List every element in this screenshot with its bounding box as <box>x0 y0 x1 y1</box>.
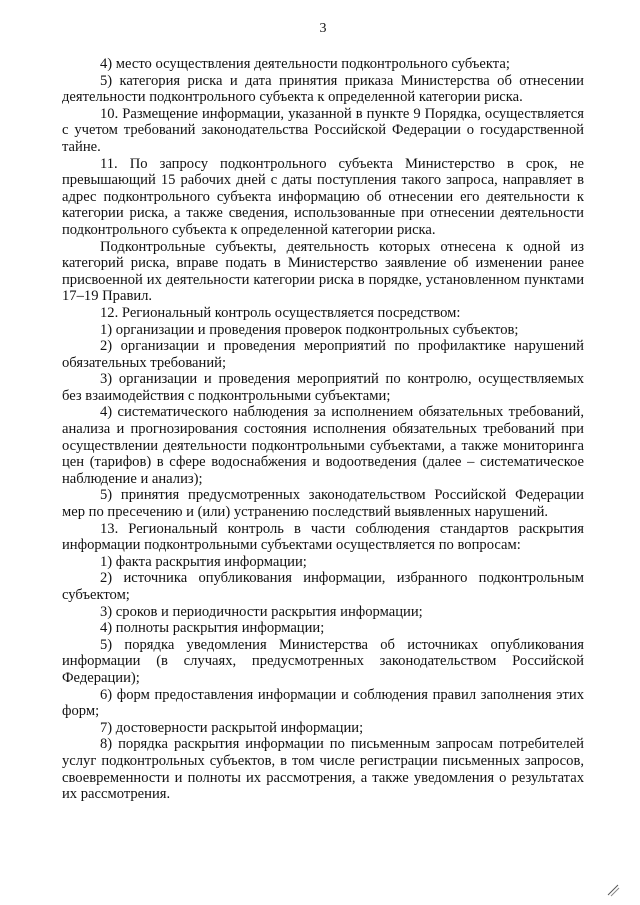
scan-edge-mark <box>606 883 620 897</box>
paragraph: Подконтрольные субъекты, деятельность которых отнесена к одной из категорий риска, вправе подать в Министерство заявление об изменении ранее присвоенной их деятельности категории риска в порядке, установленном пунктами 17–19 Правил. <box>62 238 584 305</box>
paragraph: 11. По запросу подконтрольного субъекта Министерство в срок, не превышающий 15 рабочих дней с даты поступления такого запроса, направляет в адрес подконтрольного субъекта информацию об отнесении его деятельности к категории риска, а также сведения, использованные при отнесении деятельности подконтрольного субъекта к определенной категории риска. <box>62 155 584 238</box>
paragraph: 4) место осуществления деятельности подконтрольного субъекта; <box>100 56 510 72</box>
paragraph: 10. Размещение информации, указанной в пункте 9 Порядка, осуществляется с учетом требований законодательства Российской Федерации о государственной тайне. <box>62 105 584 155</box>
document-page <box>62 20 584 803</box>
paragraph: 3) организации и проведения мероприятий по контролю, осуществляемых без взаимодействия с подконтрольными субъектами; <box>62 371 584 404</box>
paragraph: 1) организации и проведения проверок подконтрольных субъектов; <box>100 321 519 338</box>
paragraph: 2) источника опубликования информации, избранного подконтрольным субъектом; <box>62 570 584 603</box>
paragraph: 7) достоверности раскрытой информации; <box>100 719 364 736</box>
paragraph: 12. Региональный контроль осуществляется посредством: <box>100 304 461 321</box>
paragraph: 4) систематического наблюдения за исполнением обязательных требований, анализа и прогнозирования состояния исполнения обязательных требований при осуществлении деятельности подконтрольными субъектами, а также мониторинга цен (тарифов) в сфере водоснабжения и водоотведения (далее – систематическое наблюдение и анализ); <box>62 404 584 487</box>
paragraph: 6) форм предоставления информации и соблюдения правил заполнения этих форм; <box>62 686 584 720</box>
paragraph: 5) порядка уведомления Министерства об источниках опубликования информации (в случаях, предусмотренных законодательством Российской Федерации); <box>62 636 584 686</box>
paragraph: 13. Региональный контроль в части соблюдения стандартов раскрытия информации подконтрольными субъектами осуществляется по вопросам: <box>62 520 584 554</box>
page-number: 3 <box>319 21 327 36</box>
paragraph: 1) факта раскрытия информации; <box>100 553 307 570</box>
paragraph: 3) сроков и периодичности раскрытия информации; <box>100 603 423 620</box>
paragraph: 2) организации и проведения мероприятий по профилактике нарушений обязательных требований; <box>62 338 584 371</box>
paragraph: 5) принятия предусмотренных законодательством Российской Федерации мер по пресечению и (или) устранению последствий выявленных нарушений. <box>62 487 584 521</box>
paragraph: 4) полноты раскрытия информации; <box>100 620 325 637</box>
paragraph: 8) порядка раскрытия информации по письменным запросам потребителей услуг подконтрольных субъектов, в том числе регистрации письменных запросов, своевременности и полноты их рассмотрения, а также уведомления о результатах их рассмотрения. <box>62 736 584 803</box>
paragraph: 5) категория риска и дата принятия приказа Министерства об отнесении деятельности подконтрольного субъекта к определенной категории риска. <box>62 72 584 106</box>
